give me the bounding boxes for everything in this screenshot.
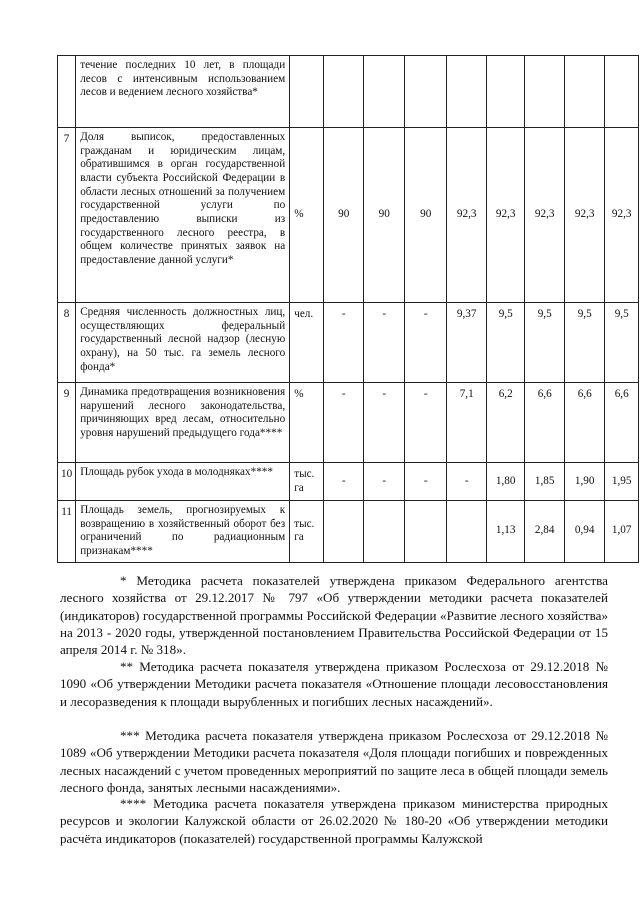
value-cell: 6,2	[487, 383, 525, 463]
indicator-name: Площадь рубок ухода в молодняках****	[76, 463, 290, 501]
value-cell: -	[364, 303, 405, 383]
value-cell: 92,3	[605, 128, 639, 303]
value-cell	[447, 56, 487, 128]
indicators-table	[57, 55, 639, 563]
table-row	[58, 383, 639, 463]
unit-cell: тыс. га	[290, 501, 324, 563]
unit-cell: чел.	[290, 303, 324, 383]
indicator-name: течение последних 10 лет, в площади лесов с интенсивным использованием лесов и ведением лесного хозяйства*	[76, 56, 290, 128]
value-cell: 9,5	[605, 303, 639, 383]
table-row	[58, 128, 639, 303]
table-row	[58, 303, 639, 383]
value-cell: 6,6	[565, 383, 605, 463]
value-cell: 92,3	[565, 128, 605, 303]
value-cell: 1,95	[605, 463, 639, 501]
value-cell: 6,6	[525, 383, 565, 463]
value-cell: 92,3	[487, 128, 525, 303]
value-cell	[605, 56, 639, 128]
row-number	[58, 56, 76, 128]
value-cell: 92,3	[525, 128, 565, 303]
indicator-name: Доля выписок, предоставленных гражданам и юридическим лицам, обратившимся в орган государственной власти субъекта Российской Федерации в области лесных отношений за получением государственной услуги по предоставлению выписки из государственного лесного реестра, в общем количестве принятых заявок на предоставление данной услуги*	[76, 128, 290, 303]
value-cell: 90	[364, 128, 405, 303]
row-number: 8	[58, 303, 76, 383]
value-cell	[405, 501, 447, 563]
value-cell	[324, 56, 364, 128]
value-cell: 6,6	[605, 383, 639, 463]
indicator-name: Динамика предотвращения возникновения нарушений лесного законодательства, причиняющих вред лесам, относительно уровня нарушений предыдущего года****	[76, 383, 290, 463]
value-cell: -	[405, 463, 447, 501]
footnote-3: *** Методика расчета показателя утверждена приказом Рослесхоза от 29.12.2018 № 1089 «Об утверждении Методики расчета показателя «Доля площади погибших и поврежденных лесных насаждений с учетом проведенных мероприятий по защите леса в общей площади земель лесного фонда, занятых лесными насаждениями».	[60, 728, 608, 795]
table-row	[58, 501, 639, 563]
value-cell	[364, 56, 405, 128]
value-cell: -	[324, 303, 364, 383]
value-cell	[487, 56, 525, 128]
value-cell	[324, 501, 364, 563]
value-cell: 1,07	[605, 501, 639, 563]
unit-cell	[290, 56, 324, 128]
value-cell	[364, 501, 405, 563]
indicator-name: Площадь земель, прогнозируемых к возвращению в хозяйственный оборот без ограничений по радиационным признакам****	[76, 501, 290, 563]
value-cell: -	[364, 383, 405, 463]
value-cell: 7,1	[447, 383, 487, 463]
value-cell: 92,3	[447, 128, 487, 303]
value-cell: -	[364, 463, 405, 501]
footnote-4: **** Методика расчета показателя утверждена приказом министерства природных ресурсов и экологии Калужской области от 26.02.2020 № 180-20 «Об утверждении методики расчёта индикаторов (показателей) государственной программы Калужской	[60, 796, 608, 846]
row-number: 9	[58, 383, 76, 463]
value-cell: 9,5	[565, 303, 605, 383]
unit-cell: %	[290, 128, 324, 303]
row-number: 11	[58, 501, 76, 563]
value-cell: 1,85	[525, 463, 565, 501]
value-cell: 90	[324, 128, 364, 303]
unit-cell: тыс. га	[290, 463, 324, 501]
footnote-2: ** Методика расчета показателя утверждена приказом Рослесхоза от 29.12.2018 № 1090 «Об утверждении Методики расчета показателя «Отношение площади лесовосстановления и лесоразведения к площади вырубленных и погибших лесных насаждений».	[60, 659, 608, 709]
value-cell: 90	[405, 128, 447, 303]
value-cell: 0,94	[565, 501, 605, 563]
value-cell	[447, 501, 487, 563]
value-cell: -	[324, 463, 364, 501]
table-row	[58, 56, 639, 128]
value-cell: 9,5	[487, 303, 525, 383]
indicator-name: Средняя численность должностных лиц, осуществляющих федеральный государственный лесной надзор (лесную охрану), на 50 тыс. га земель лесного фонда*	[76, 303, 290, 383]
value-cell: -	[324, 383, 364, 463]
value-cell	[405, 56, 447, 128]
unit-cell: %	[290, 383, 324, 463]
table-row	[58, 463, 639, 501]
value-cell: -	[405, 383, 447, 463]
value-cell: 2,84	[525, 501, 565, 563]
value-cell: -	[447, 463, 487, 501]
value-cell: 1,80	[487, 463, 525, 501]
value-cell: 1,90	[565, 463, 605, 501]
row-number: 7	[58, 128, 76, 303]
footnote-1: * Методика расчета показателей утверждена приказом Федерального агентства лесного хозяйства от 29.12.2017 № 797 «Об утверждении методики расчета показателей (индикаторов) государственной программы Российской Федерации «Развитие лесного хозяйства» на 2013 - 2020 годы, утвержденной постановлением Правительства Российской Федерации от 15 апреля 2014 г. № 318».	[60, 573, 608, 658]
row-number: 10	[58, 463, 76, 501]
value-cell: 1,13	[487, 501, 525, 563]
value-cell: 9,5	[525, 303, 565, 383]
value-cell: 9,37	[447, 303, 487, 383]
value-cell	[565, 56, 605, 128]
value-cell: -	[405, 303, 447, 383]
value-cell	[525, 56, 565, 128]
